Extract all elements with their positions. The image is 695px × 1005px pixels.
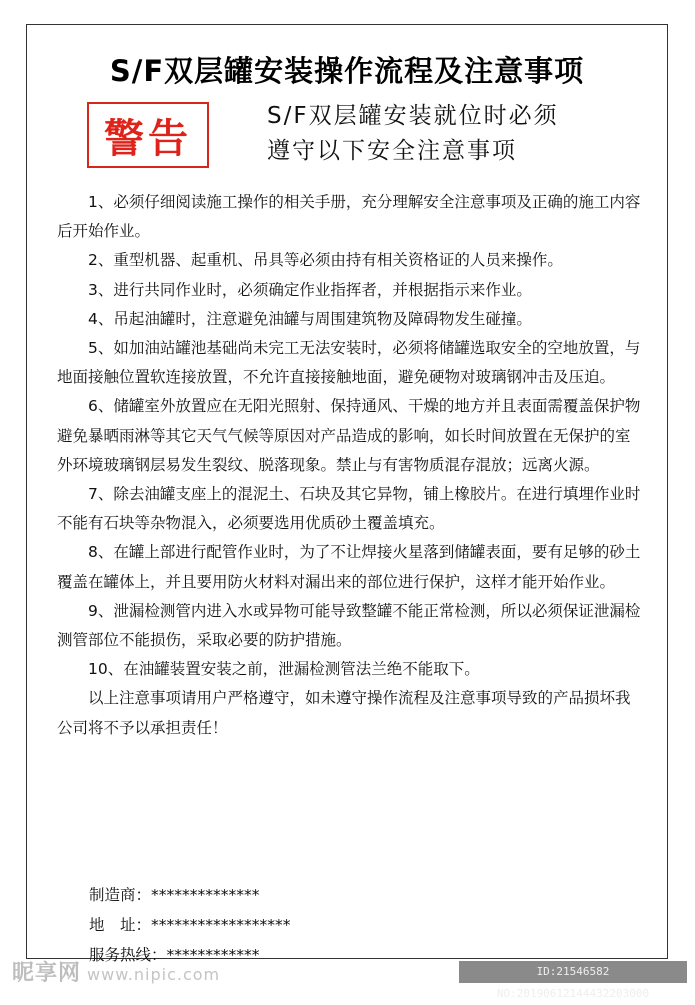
notice-item-2: 2、重型机器、起重机、吊具等必须由持有相关资格证的人员来操作。 xyxy=(88,251,563,270)
notice-item-1: 1、必须仔细阅读施工操作的相关手册，充分理解安全注意事项及正确的施工内容后开始作业。 xyxy=(57,193,641,241)
subtitle xyxy=(267,99,647,169)
notice-item-6: 6、储罐室外放置应在无阳光照射、保持通风、干燥的地方并且表面需覆盖保护物避免暴晒雨淋等其它天气气候等原因对产品造成的影响，如长时间放置在无保护的室外环境玻璃钢层易发生裂纹、脱落现象。禁止与有害物质混存混放；远离火源。 xyxy=(57,397,641,474)
subtitle-line-2: 遵守以下安全注意事项 xyxy=(267,138,517,164)
address-line xyxy=(89,913,291,935)
image-id-strip: ID:21546582 NO:20190612144432203000 xyxy=(459,961,687,983)
notice-list xyxy=(57,188,642,743)
watermark xyxy=(12,956,220,987)
page-title: S/F双层罐安装操作流程及注意事项 xyxy=(109,54,585,88)
watermark-brand: 昵享网 xyxy=(12,961,82,986)
notice-sheet xyxy=(26,24,668,964)
hotline-value: ************ xyxy=(166,946,260,964)
address-label: 地 址： xyxy=(89,916,152,934)
manufacturer-line xyxy=(89,883,260,905)
address-value: ****************** xyxy=(151,916,291,934)
manufacturer-label: 制造商： xyxy=(89,886,152,904)
warning-badge xyxy=(87,102,209,168)
warning-label: 警告 xyxy=(104,114,192,162)
notice-item-3: 3、进行共同作业时，必须确定作业指挥者，并根据指示来作业。 xyxy=(88,280,532,299)
watermark-url: www.nipic.com xyxy=(87,965,221,984)
notice-item-4: 4、吊起油罐时，注意避免油罐与周围建筑物及障碍物发生碰撞。 xyxy=(88,309,532,328)
subtitle-line-1: S/F双层罐安装就位时必须 xyxy=(267,103,559,129)
hotline-label: 服务热线： xyxy=(89,946,167,964)
notice-item-9: 9、泄漏检测管内进入水或异物可能导致整罐不能正常检测，所以必须保证泄漏检测管部位不能损伤，采取必要的防护措施。 xyxy=(57,601,641,650)
notice-item-8: 8、在罐上部进行配管作业时，为了不让焊接火星落到储罐表面，要有足够的砂土覆盖在罐体上，并且要用防火材料对漏出来的部位进行保护，这样才能开始作业。 xyxy=(57,543,641,591)
manufacturer-value: ************** xyxy=(151,886,260,904)
closing-statement: 以上注意事项请用户严格遵守，如未遵守操作流程及注意事项导致的产品损坏我公司将不予以承担责任！ xyxy=(57,689,631,737)
notice-item-5: 5、如加油站罐池基础尚未完工无法安装时，必须将储罐选取安全的空地放置，与地面接触位置软连接放置，不允许直接接触地面，避免硬物对玻璃钢冲击及压迫。 xyxy=(57,339,641,387)
notice-item-10: 10、在油罐装置安装之前，泄漏检测管法兰绝不能取下。 xyxy=(88,660,480,679)
notice-item-7: 7、除去油罐支座上的混泥土、石块及其它异物，铺上橡胶片。在进行填埋作业时不能有石块等杂物混入，必须要选用优质砂土覆盖填充。 xyxy=(57,485,641,533)
